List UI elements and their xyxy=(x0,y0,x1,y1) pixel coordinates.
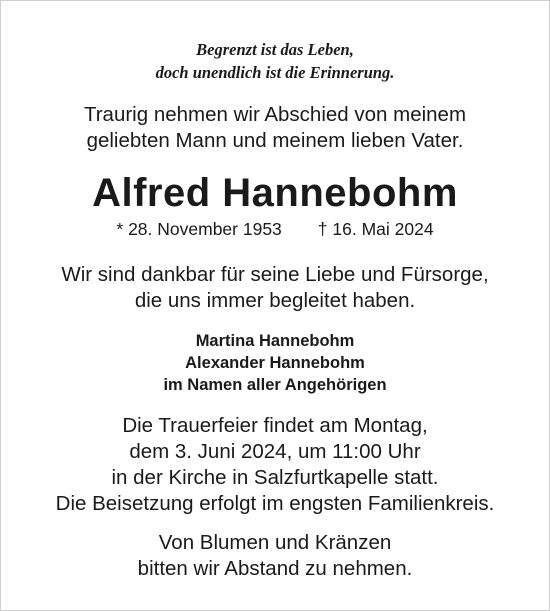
mourner-name: Alexander Hannebohm xyxy=(185,354,365,372)
gratitude-text xyxy=(0,262,550,314)
mourners-relatives: im Namen aller Angehörigen xyxy=(163,376,387,394)
memorial-verse xyxy=(0,38,550,84)
thanks-line-1: Wir sind dankbar für seine Liebe und Fürsorge, xyxy=(61,263,489,286)
flowers-request xyxy=(0,530,550,582)
farewell-intro xyxy=(0,102,550,154)
flowers-line-1: Von Blumen und Kränzen xyxy=(158,531,392,554)
service-line: Die Trauerfeier findet am Montag, xyxy=(122,414,428,437)
intro-line-2: geliebten Mann und meinem lieben Vater. xyxy=(86,129,464,152)
service-line: Die Beisetzung erfolgt im engsten Familienkreis. xyxy=(55,492,495,515)
life-dates xyxy=(0,217,550,241)
intro-line-1: Traurig nehmen wir Abschied von meinem xyxy=(83,103,467,126)
thanks-line-2: die uns immer begleitet haben. xyxy=(134,289,416,312)
service-line: in der Kirche in Salzfurtkapelle statt. xyxy=(111,466,439,489)
flowers-line-2: bitten wir Abstand zu nehmen. xyxy=(137,557,413,580)
service-line: dem 3. Juni 2024, um 11:00 Uhr xyxy=(129,440,421,463)
deceased-name: Alfred Hannebohm xyxy=(92,171,458,215)
death-date: † 16. Mai 2024 xyxy=(317,219,434,239)
birth-date: * 28. November 1953 xyxy=(116,219,282,239)
funeral-service-info xyxy=(0,413,550,517)
verse-line-1: Begrenzt ist das Leben, xyxy=(196,40,354,59)
mourners-list xyxy=(0,330,550,396)
verse-line-2: doch unendlich ist die Erinnerung. xyxy=(155,63,395,82)
mourner-name: Martina Hannebohm xyxy=(195,332,355,350)
